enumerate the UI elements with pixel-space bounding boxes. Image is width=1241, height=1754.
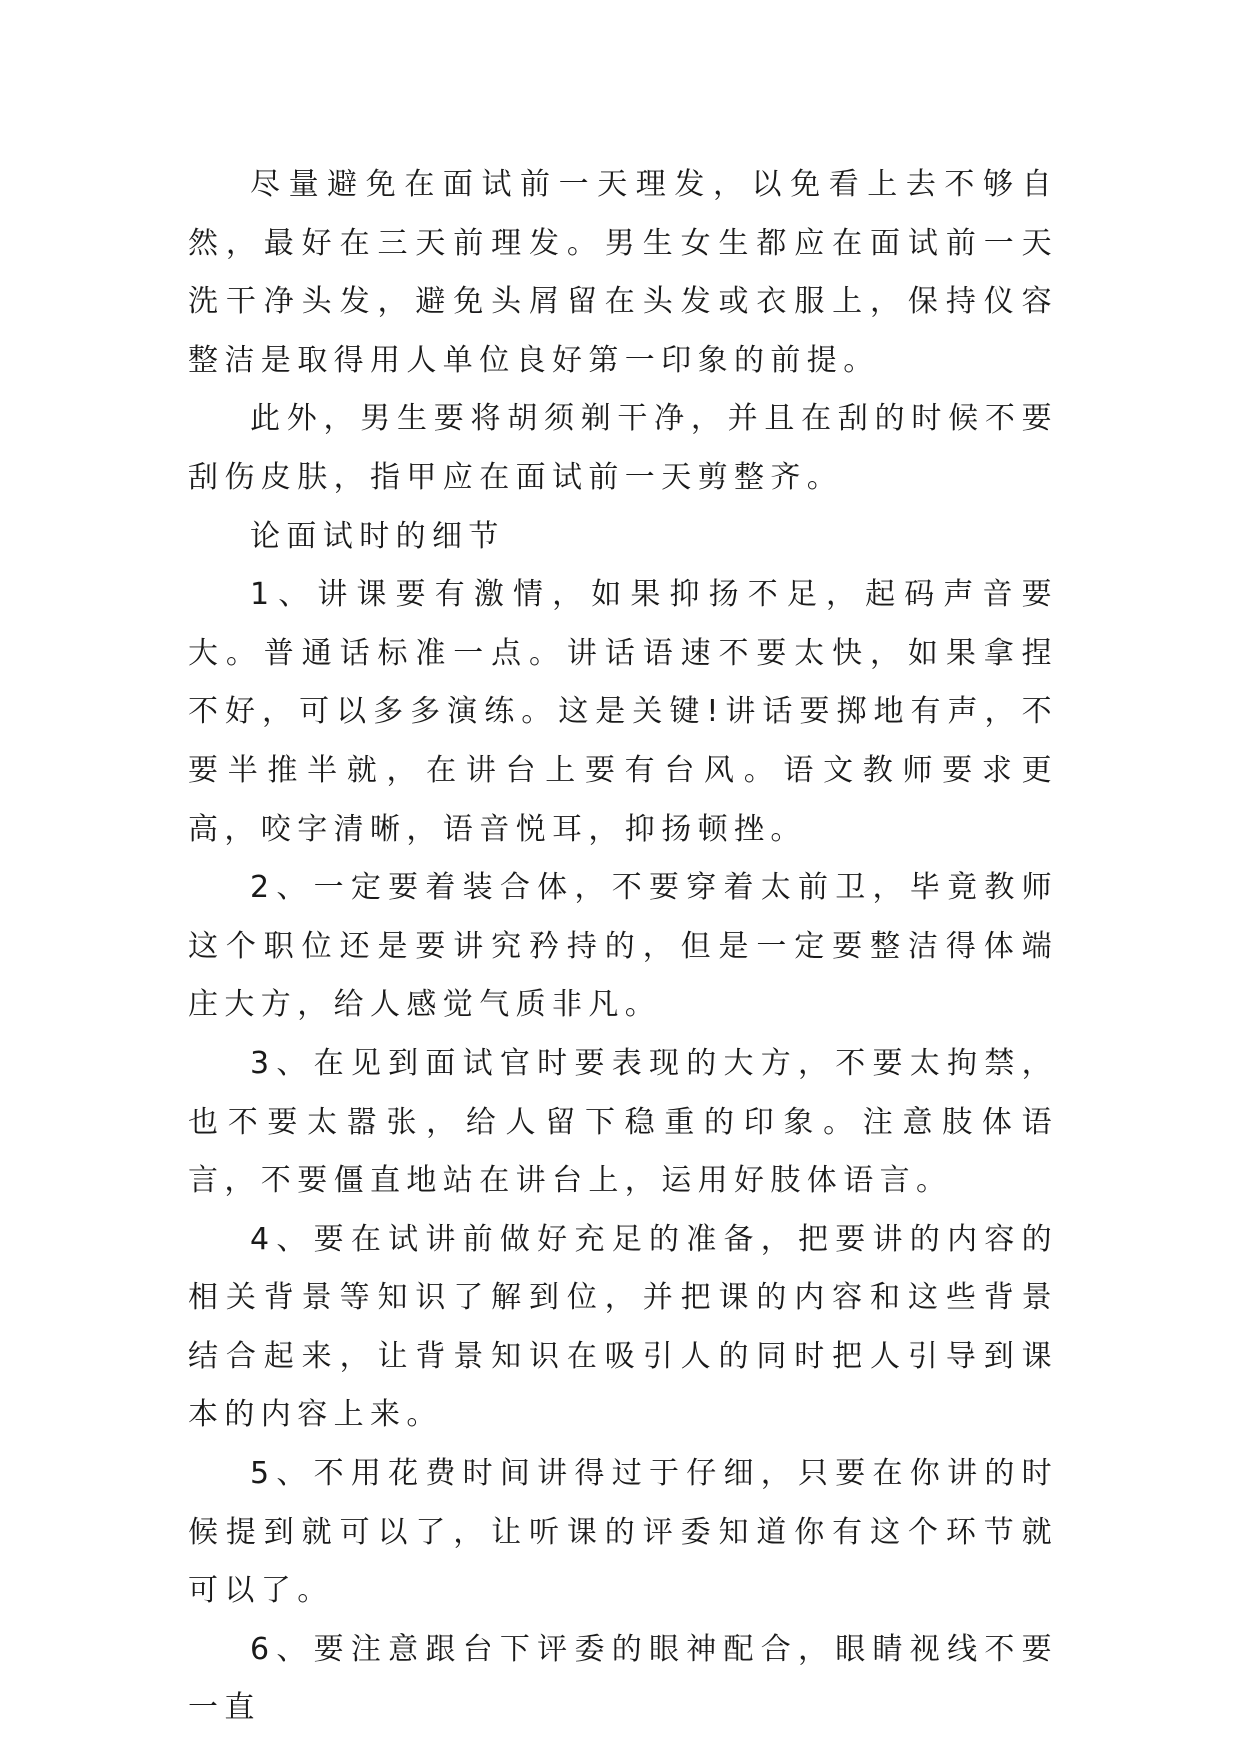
paragraph-item-3: 3、在见到面试官时要表现的大方，不要太拘禁，也不要太嚣张，给人留下稳重的印象。注意肢体语言，不要僵直地站在讲台上，运用好肢体语言。 — [188, 1045, 1058, 1199]
paragraph-item-1: 1、讲课要有激情，如果抑扬不足，起码声音要大。普通话标准一点。讲话语速不要太快，如果拿捏不好，可以多多演练。这是关键!讲话要掷地有声，不要半推半就，在讲台上要有台风。语文教师要求更高，咬字清晰，语音悦耳，抑扬顿挫。 — [188, 577, 1058, 847]
paragraph-item-6: 6、要注意跟台下评委的眼神配合，眼睛视线不要一直 — [188, 1631, 1058, 1726]
paragraph-item-2: 2、一定要着装合体，不要穿着太前卫，毕竟教师这个职位还是要讲究矜持的，但是一定要整洁得体端庄大方，给人感觉气质非凡。 — [188, 870, 1058, 1023]
paragraph-haircut: 尽量避免在面试前一天理发，以免看上去不够自然，最好在三天前理发。男生女生都应在面试前一天洗干净头发，避免头屑留在头发或衣服上，保持仪容整洁是取得用人单位良好第一印象的前提。 — [188, 167, 1058, 378]
paragraph-grooming: 此外，男生要将胡须剃干净，并且在刮的时候不要刮伤皮肤，指甲应在面试前一天剪整齐。 — [188, 401, 1058, 495]
document-body — [188, 156, 1058, 1738]
paragraph-item-5: 5、不用花费时间讲得过于仔细，只要在你讲的时候提到就可以了，让听课的评委知道你有这个环节就可以了。 — [188, 1456, 1058, 1609]
paragraph-item-4: 4、要在试讲前做好充足的准备，把要讲的内容的相关背景等知识了解到位，并把课的内容和这些背景结合起来，让背景知识在吸引人的同时把人引导到课本的内容上来。 — [188, 1221, 1058, 1433]
section-heading: 论面试时的细节 — [250, 518, 505, 554]
